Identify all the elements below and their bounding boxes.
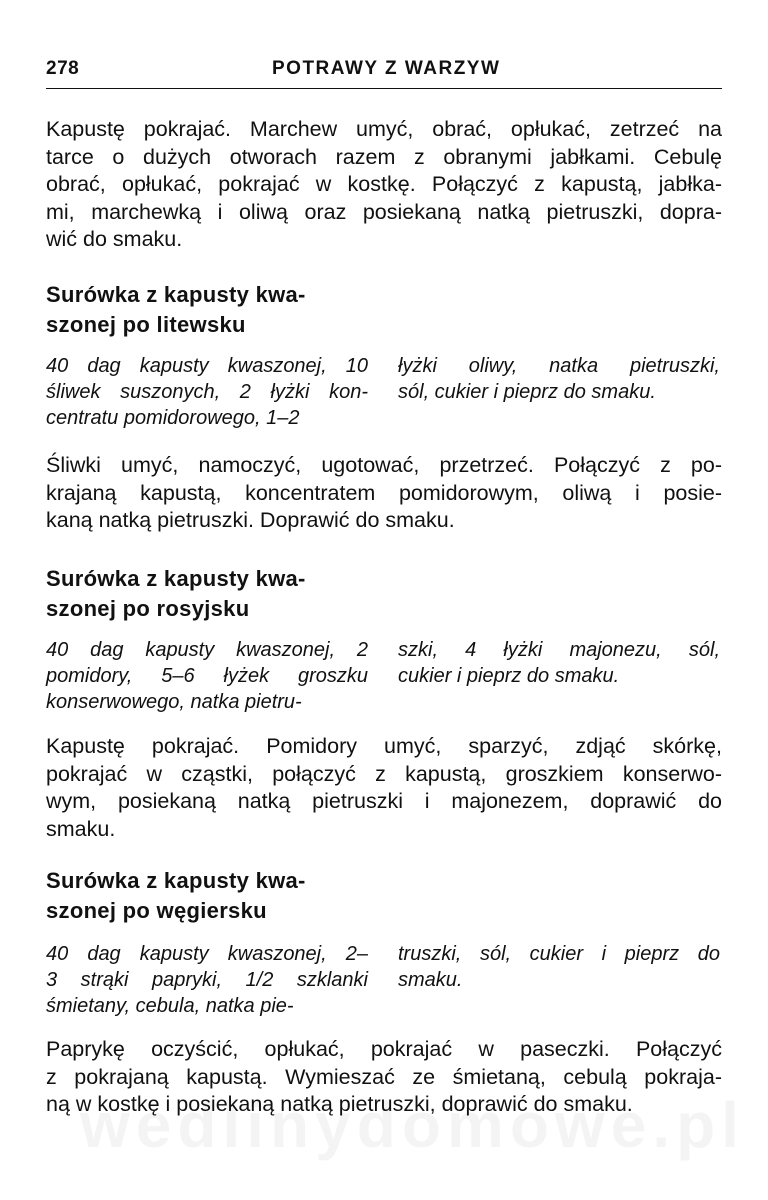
text-line: Paprykę oczyścić, opłukać, pokrajać w paseczki. Połączyć	[46, 1037, 722, 1061]
text-line: mi, marchewką i oliwą oraz posiekaną natką pietruszki, dopra-	[46, 199, 722, 224]
ingredient-line: szki, 4 łyżki majonezu, sól,	[398, 639, 720, 661]
ingredient-line: pomidory, 5–6 łyżek groszku	[46, 665, 368, 687]
ingredient-line: 40 dag kapusty kwaszonej, 10	[46, 355, 368, 377]
text-line: smaku.	[46, 816, 116, 841]
text-line: kaną natką pietruszki. Doprawić do smaku.	[46, 508, 455, 532]
title-line: szonej po rosyjsku	[46, 596, 250, 621]
title-line: szonej po węgiersku	[46, 898, 267, 923]
ingredient-line: 40 dag kapusty kwaszonej, 2–	[46, 943, 368, 965]
ingredient-line: śliwek suszonych, 2 łyżki kon-	[46, 381, 368, 403]
text-line: pokrajać w cząstki, połączyć z kapustą, groszkiem konserwo-	[46, 761, 722, 786]
recipe-title-wegiersku	[46, 866, 376, 926]
title-line: szonej po litewsku	[46, 312, 246, 337]
recipe-title-litewsku	[46, 280, 376, 340]
ingredients-left-rosyjsku	[46, 637, 368, 715]
title-line: Surówka z kapusty kwa-	[46, 282, 306, 307]
title-line: Surówka z kapusty kwa-	[46, 868, 306, 893]
text-line: Śliwki umyć, namoczyć, ugotować, przetrzeć. Połączyć z po-	[46, 453, 722, 477]
watermark	[80, 1088, 745, 1162]
text-line: ną w kostkę i posiekaną natką pietruszki, doprawić do smaku.	[46, 1092, 633, 1116]
text-line: Kapustę pokrajać. Marchew umyć, obrać, opłukać, zetrzeć na	[46, 117, 722, 141]
ingredients-right-litewsku	[398, 353, 720, 405]
ingredient-line: centratu pomidorowego, 1–2	[46, 407, 300, 429]
text-line: wym, posiekaną natką pietruszki i majonezem, doprawić do	[46, 789, 722, 813]
text-line: tarce o dużych otworach razem z obranymi jabłkami. Cebulę	[46, 144, 722, 169]
text-line: obrać, opłukać, pokrajać w kostkę. Połączyć z kapustą, jabłka-	[46, 172, 722, 196]
ingredient-line: łyżki oliwy, natka pietruszki,	[398, 355, 720, 377]
page-header	[46, 56, 722, 89]
intro-paragraph	[46, 116, 722, 254]
method-rosyjsku	[46, 733, 722, 843]
ingredients-right-wegiersku	[398, 941, 720, 993]
ingredient-line: konserwowego, natka pietru-	[46, 691, 302, 713]
ingredient-line: śmietany, cebula, natka pie-	[46, 995, 294, 1017]
text-line: z pokrajaną kapustą. Wymieszać ze śmietaną, cebulą pokraja-	[46, 1064, 722, 1089]
ingredient-line: smaku.	[398, 969, 463, 991]
title-line: Surówka z kapusty kwa-	[46, 566, 306, 591]
ingredients-right-rosyjsku	[398, 637, 720, 689]
method-litewsku	[46, 452, 722, 535]
ingredient-line: sól, cukier i pieprz do smaku.	[398, 381, 656, 403]
ingredient-line: cukier i pieprz do smaku.	[398, 665, 620, 687]
recipe-title-rosyjsku	[46, 564, 376, 624]
ingredient-line: 3 strąki papryki, 1/2 szklanki	[46, 969, 368, 991]
ingredients-left-litewsku	[46, 353, 368, 431]
running-title: POTRAWY Z WARZYW	[272, 58, 501, 79]
text-line: Kapustę pokrajać. Pomidory umyć, sparzyć, zdjąć skórkę,	[46, 734, 722, 758]
ingredient-line: truszki, sól, cukier i pieprz do	[398, 943, 720, 965]
ingredient-line: 40 dag kapusty kwaszonej, 2	[46, 639, 368, 661]
text-line: wić do smaku.	[46, 227, 183, 251]
page-number: 278	[46, 58, 80, 79]
ingredients-left-wegiersku	[46, 941, 368, 1019]
text-line: krajaną kapustą, koncentratem pomidorowym, oliwą i posie-	[46, 480, 722, 505]
